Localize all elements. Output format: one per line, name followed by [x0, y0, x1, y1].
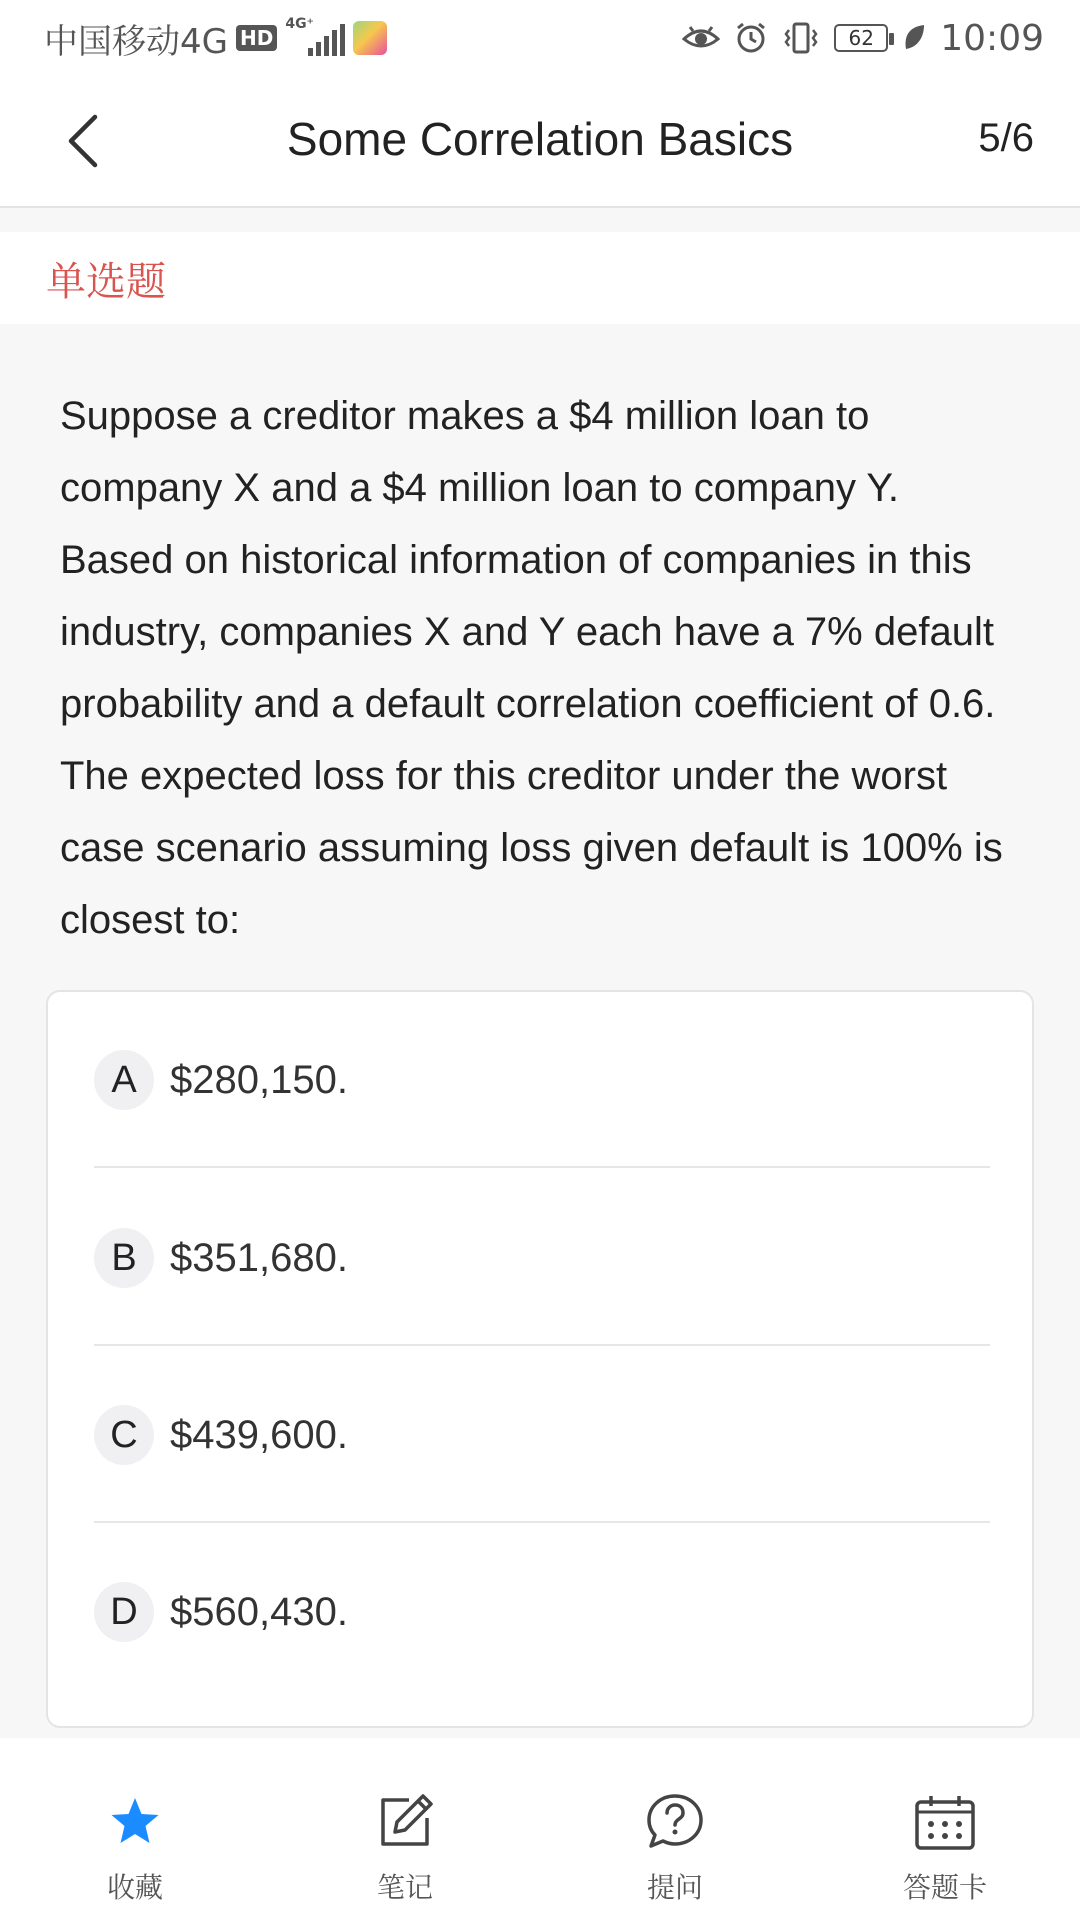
- question-type-label: 单选题: [46, 259, 166, 305]
- eye-icon: [682, 23, 720, 53]
- tab-answer-card[interactable]: [845, 1738, 1045, 1920]
- back-button[interactable]: [48, 106, 118, 176]
- status-left: [44, 14, 387, 63]
- bottom-tab-bar: [0, 1738, 1080, 1920]
- page-title: Some Correlation Basics: [286, 113, 794, 165]
- question-progress[interactable]: 5/6: [978, 116, 1034, 160]
- option-letter: D: [94, 1582, 154, 1642]
- vibrate-icon: [782, 21, 820, 55]
- option-d[interactable]: [94, 1524, 990, 1700]
- option-b[interactable]: [94, 1170, 990, 1346]
- signal-bars: [308, 24, 345, 56]
- option-text: $351,680.: [170, 1235, 348, 1280]
- options-card: [46, 990, 1034, 1728]
- alarm-icon: [734, 21, 768, 55]
- option-letter: B: [94, 1228, 154, 1288]
- option-a[interactable]: [94, 992, 990, 1168]
- clock-time: 10:09: [940, 17, 1044, 59]
- option-letter: A: [94, 1050, 154, 1110]
- option-text: $439,600.: [170, 1412, 348, 1457]
- status-bar: [0, 0, 1080, 76]
- answer-card-icon: [913, 1790, 977, 1854]
- question-type-row: [0, 232, 1080, 324]
- edit-icon: [373, 1790, 437, 1854]
- tab-favorite[interactable]: [35, 1738, 235, 1920]
- hd-badge: HD: [236, 25, 277, 51]
- app-notification-icon: [353, 21, 387, 55]
- battery-icon: 62: [834, 24, 888, 52]
- question-icon: [643, 1790, 707, 1854]
- nav-bar: [0, 76, 1080, 208]
- leaf-icon: [902, 23, 926, 53]
- tab-label: 提问: [646, 1871, 703, 1904]
- tab-label: 答题卡: [902, 1871, 987, 1904]
- question-stem: Suppose a creditor makes a $4 million loan to company X and a $4 million loan to company Y. Based on historical information of companies in this industry, companies X and Y each have a 7% default probability and a default correlation coefficient of 0.6. The expected loss for this creditor under the worst case scenario assuming loss given default is 100% is closest to:: [60, 394, 1003, 942]
- network-type-label: 4G⁺: [285, 16, 314, 32]
- status-right: [682, 18, 1044, 59]
- option-c[interactable]: [94, 1347, 990, 1523]
- star-icon: [103, 1790, 167, 1854]
- option-text: $280,150.: [170, 1057, 348, 1102]
- tab-label: 笔记: [376, 1871, 433, 1904]
- option-letter: C: [94, 1405, 154, 1465]
- tab-ask[interactable]: [575, 1738, 775, 1920]
- tab-notes[interactable]: [305, 1738, 505, 1920]
- option-text: $560,430.: [170, 1589, 348, 1634]
- chevron-left-icon: [63, 111, 103, 171]
- signal-icon: [285, 18, 345, 58]
- tab-label: 收藏: [106, 1871, 163, 1904]
- carrier-label: 中国移动4G: [44, 21, 228, 62]
